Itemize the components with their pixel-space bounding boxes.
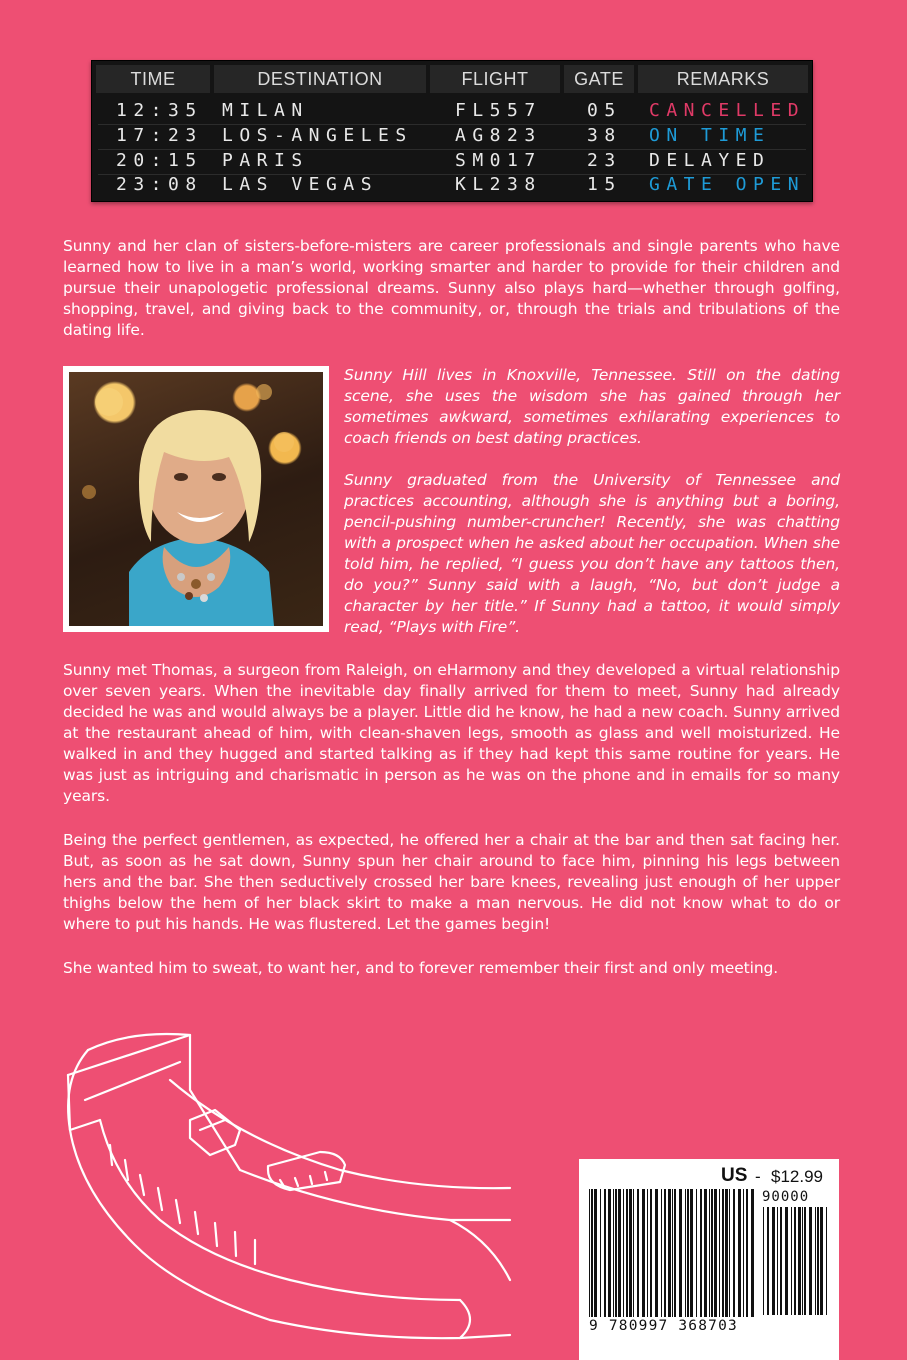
story-paragraph: Being the perfect gentlemen, as expected, he offered her a chair at the bar and then sat facing her. But, as soon as he sat down, Sunny spun her chair around to face him, pinning his legs between hers and the bar. She then seductively crossed her bare knees, revealing just enough of her upper thighs below the hem of her black skirt to make a man nervous. He did not know what to do or where to put his hands. He was flustered. Let the games begin!	[63, 831, 840, 933]
row-gate: 23	[587, 150, 622, 171]
addon-number: 90000	[762, 1189, 810, 1205]
row-destination: MILAN	[222, 100, 309, 121]
row-destination: LAS VEGAS	[222, 174, 379, 195]
header-time: TIME	[96, 65, 210, 93]
row-remarks: DELAYED	[649, 150, 771, 171]
board-row	[92, 124, 812, 148]
story-paragraph: She wanted him to sweat, to want her, and to forever remember their first and only meeting.	[63, 959, 779, 977]
board-row	[92, 99, 812, 123]
author-photo	[63, 366, 329, 632]
row-flight: KL238	[455, 174, 542, 195]
header-gate: GATE	[564, 65, 634, 93]
departures-board	[91, 60, 813, 202]
isbn-barcode	[587, 1189, 755, 1319]
header-flight: FLIGHT	[430, 65, 560, 93]
row-time: 20:15	[116, 150, 203, 171]
price-dash: -	[755, 1167, 761, 1186]
bio-paragraph: Sunny graduated from the University of Tennessee and practices accounting, although she is anything but a boring, pencil-pushing number-cruncher! Recently, she was chatting with a prospect when he asked about her occupation. When she told him, he replied, “I guess you don’t have any tattoos then, do you?” Sunny said with a laugh, “No, but don’t judge a character by her title.” If Sunny had a tattoo, it would simply read, “Plays with Fire”.	[344, 471, 840, 636]
story-paragraph: Sunny met Thomas, a surgeon from Raleigh, on eHarmony and they developed a virtual relationship over seven years. When the inevitable day finally arrived for them to meet, Sunny had already decided he was and would always be a player. Little did he know, he had a new coach. Sunny arrived at the restaurant ahead of him, with clean-shaven legs, smooth as glass and well moisturized. He walked in and they hugged and started talking as if they had kept this same routine for years. He was just as intriguing and charismatic in person as he was on the phone and in emails for so many years.	[63, 661, 840, 805]
header-destination: DESTINATION	[214, 65, 426, 93]
row-gate: 15	[587, 174, 622, 195]
board-header	[92, 61, 812, 97]
author-photo-image	[69, 372, 323, 626]
intro-paragraph: Sunny and her clan of sisters-before-misters are career professionals and single parents who have learned how to live in a man’s world, working smarter and harder to provide for their children and pursue their unapologetic professional dreams. Sunny also plays hard—whether through golfing, shopping, travel, and giving back to the community, or, through the trials and tribulations of the dating life.	[63, 237, 840, 339]
row-remarks: ON TIME	[649, 125, 771, 146]
row-flight: SM017	[455, 150, 542, 171]
luggage-carousel-illustration	[40, 1020, 520, 1360]
addon-barcode	[761, 1207, 831, 1332]
row-destination: PARIS	[222, 150, 309, 171]
row-destination: LOS-ANGELES	[222, 125, 413, 146]
row-time: 23:08	[116, 174, 203, 195]
row-gate: 38	[587, 125, 622, 146]
board-row	[92, 173, 812, 197]
bio-paragraph: Sunny Hill lives in Knoxville, Tennessee. Still on the dating scene, she uses the wisdom she has gained through her sometimes awkward, sometimes exhilarating experiences to coach friends on best dating practices.	[344, 366, 840, 447]
barcode-box	[579, 1159, 839, 1360]
isbn-number: 9 780997 368703	[589, 1318, 738, 1334]
row-flight: FL557	[455, 100, 542, 121]
row-time: 12:35	[116, 100, 203, 121]
board-row	[92, 149, 812, 173]
price: $12.99	[771, 1167, 823, 1186]
header-remarks: REMARKS	[638, 65, 808, 93]
portrait-illustration	[69, 372, 323, 626]
price-region: US	[721, 1165, 748, 1186]
row-time: 17:23	[116, 125, 203, 146]
row-remarks: GATE OPEN	[649, 174, 806, 195]
row-gate: 05	[587, 100, 622, 121]
row-remarks: CANCELLED	[649, 100, 806, 121]
row-flight: AG823	[455, 125, 542, 146]
